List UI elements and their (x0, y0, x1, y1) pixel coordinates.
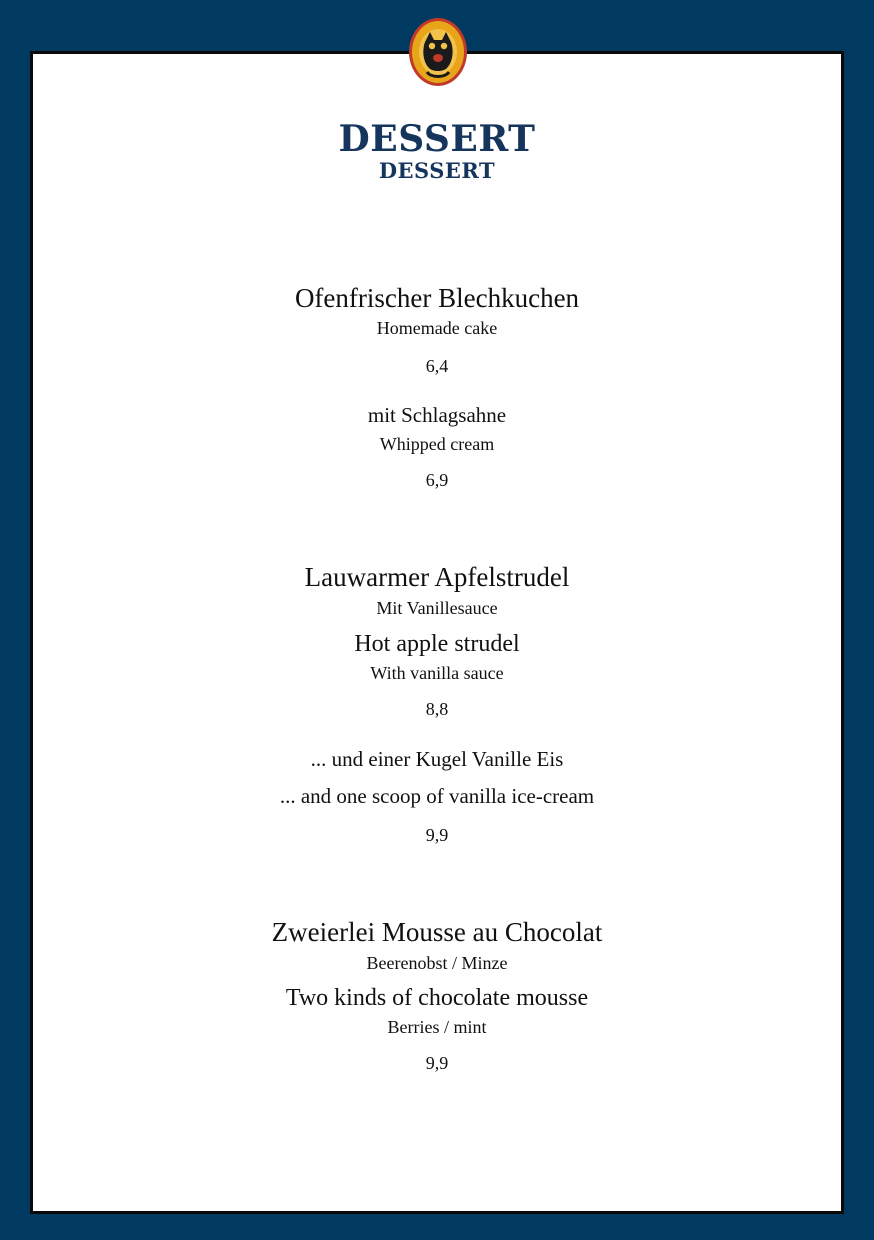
addon-description: Whipped cream (379, 434, 495, 454)
addon-name: mit Schlagsahne (367, 403, 507, 427)
addon-name-english: ... and one scoop of vanilla ice-cream (279, 784, 595, 808)
item-name-english: Hot apple strudel (354, 631, 520, 657)
item-price: 8,8 (425, 699, 449, 719)
item-price: 6,4 (425, 356, 449, 376)
item-price: 9,9 (425, 1053, 449, 1073)
item-description: Homemade cake (376, 318, 498, 338)
item-description: Beerenobst / Minze (366, 953, 508, 973)
restaurant-logo (407, 16, 469, 88)
item-name: Lauwarmer Apfelstrudel (304, 562, 570, 592)
item-name-english: Two kinds of chocolate mousse (285, 985, 589, 1011)
addon-price: 9,9 (425, 825, 449, 845)
addon-price: 6,9 (425, 470, 449, 490)
page-title: DESSERT (338, 118, 536, 160)
item-name: Ofenfrischer Blechkuchen (294, 283, 580, 313)
addon-name: ... und einer Kugel Vanille Eis (310, 747, 564, 771)
page-subtitle: DESSERT (378, 158, 496, 183)
item-name: Zweierlei Mousse au Chocolat (271, 917, 603, 947)
item-description: Mit Vanillesauce (376, 598, 498, 618)
item-description-english: With vanilla sauce (370, 663, 504, 683)
item-description-english: Berries / mint (387, 1017, 487, 1037)
